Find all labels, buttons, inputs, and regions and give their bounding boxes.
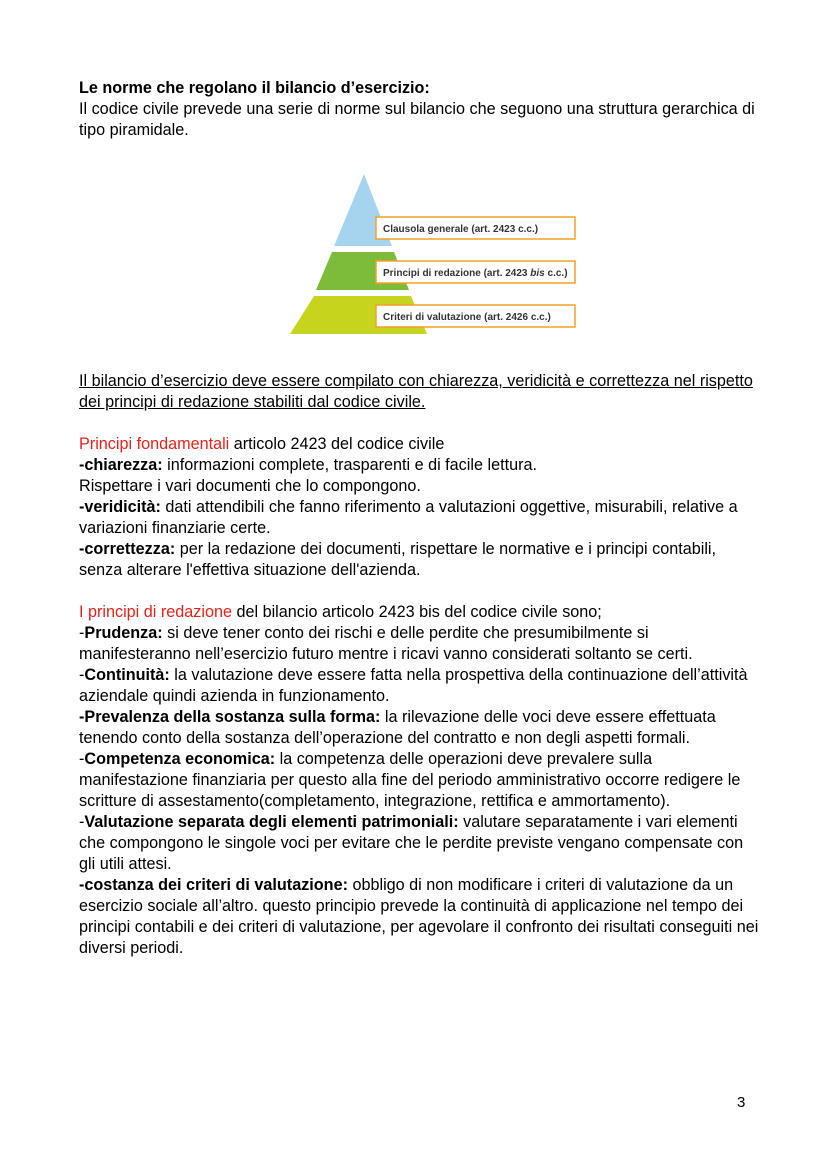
fundamental-item-documenti: Rispettare i vari documenti che lo compongono.: [79, 477, 421, 495]
redazione-title: [79, 602, 759, 623]
principle-prudenza: -Prudenza: si deve tener conto dei rischi e delle perdite che presumibilmente si manifesteranno nell’esercizio futuro mentre i ricavi vanno considerati soltanto se certi.: [79, 624, 693, 663]
redazione-rest: del bilancio articolo 2423 bis del codice civile sono;: [231, 603, 602, 621]
fundamentals-rest: articolo 2423 del codice civile: [229, 435, 445, 453]
term: -correttezza:: [79, 540, 176, 558]
intro-paragraph: Il codice civile prevede una serie di norme sul bilancio che seguono una struttura gerarchica di tipo piramidale.: [79, 100, 755, 139]
page-number: 3: [737, 1094, 746, 1111]
principle-costanza: -costanza dei criteri di valutazione: obbligo di non modificare i criteri di valutazione da un esercizio sociale all’altro. questo principio prevede la continuità di applicazione nel tempo dei principi contabili e dei criteri di valutazione, per agevolare il confronto dei risultati conseguiti nei diversi periodi.: [79, 876, 759, 957]
pyramid-label-3: Criteri di valutazione (art. 2426 c.c.): [383, 312, 551, 323]
fundamental-item-chiarezza: -chiarezza: informazioni complete, trasparenti e di facile lettura.: [79, 456, 537, 474]
term: -chiarezza:: [79, 456, 163, 474]
section-heading: Le norme che regolano il bilancio d’esercizio:: [79, 79, 430, 97]
principle-continuita: -Continuità: la valutazione deve essere fatta nella prospettiva della continuazione dell’attività aziendale quindi azienda in funzionamento.: [79, 666, 748, 705]
redazione-red-label: I principi di redazione: [79, 603, 232, 621]
pyramid-label-2: Principi di redazione (art. 2423 bis c.c.): [383, 268, 568, 279]
principle-competenza: -Competenza economica: la competenza delle operazioni deve prevalere sulla manifestazione finanziaria per questo alla fine del periodo amministrativo occorre redigere le scritture di assestamento(completamento, integrazione, rettifica e ammortamento).: [79, 750, 741, 810]
principle-valutazione-separata: -Valutazione separata degli elementi patrimoniali: valutare separatamente i vari elementi che compongono le singole voci per evitare che le perdite previste vengano compensate con gli utili attesi.: [79, 813, 744, 873]
underlined-statement: Il bilancio d’esercizio deve essere compilato con chiarezza, veridicità e correttezza nel rispetto dei principi di redazione stabiliti dal codice civile.: [79, 372, 753, 411]
fundamental-item-veridicita: -veridicità: dati attendibili che fanno riferimento a valutazioni oggettive, misurabili, relative a variazioni finanziarie certe.: [79, 498, 738, 537]
pyramid-diagram: [285, 168, 585, 340]
fundamentals-red-label: Principi fondamentali: [79, 435, 230, 453]
term: -veridicità:: [79, 498, 161, 516]
fundamentals-title: [79, 434, 759, 455]
principle-prevalenza: -Prevalenza della sostanza sulla forma: la rilevazione delle voci deve essere effettuata tenendo conto della sostanza dell’operazione del contratto e non degli aspetti formali.: [79, 708, 716, 747]
pyramid-label-1: Clausola generale (art. 2423 c.c.): [383, 224, 539, 235]
fundamental-item-correttezza: -correttezza: per la redazione dei documenti, rispettare le normative e i principi contabili, senza alterare l'effettiva situazione dell'azienda.: [79, 540, 717, 579]
